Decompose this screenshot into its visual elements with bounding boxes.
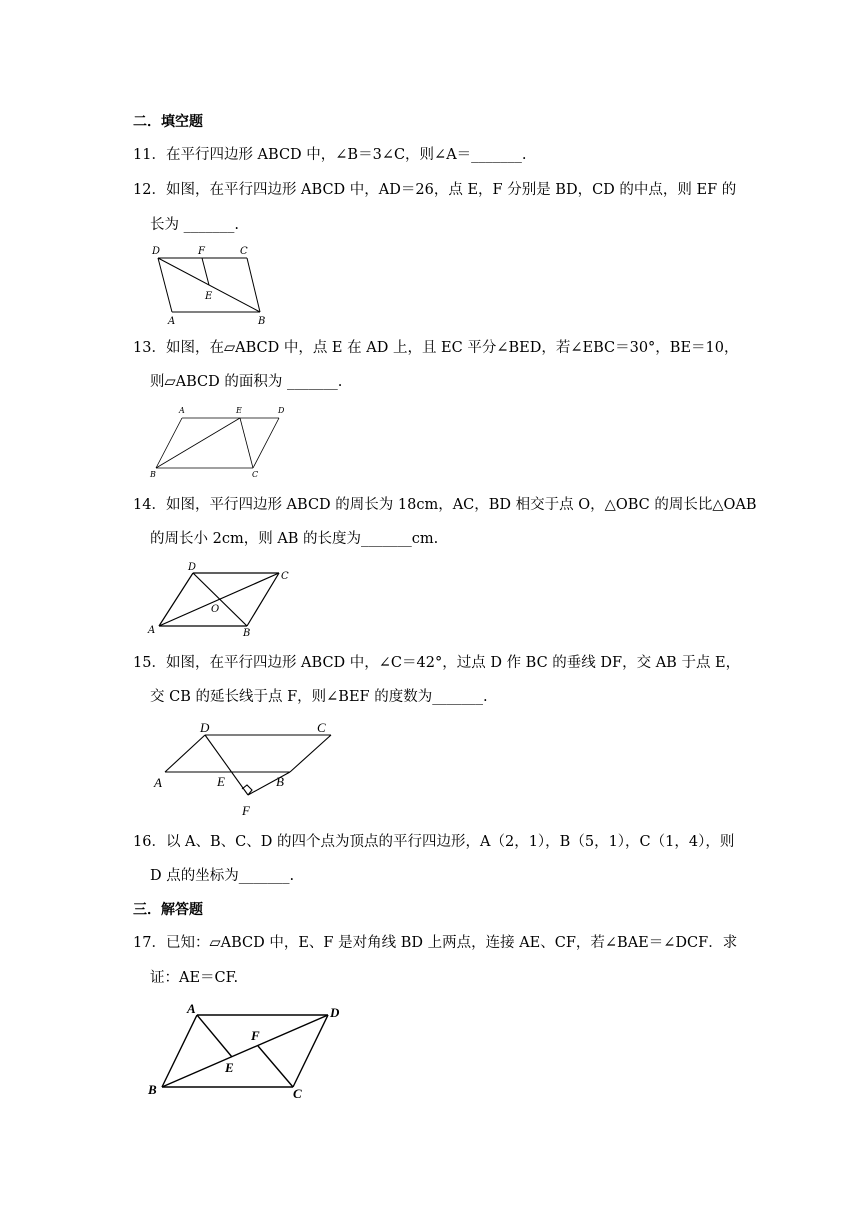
q14-figure bbox=[145, 557, 295, 639]
q12-label-e: E bbox=[205, 291, 213, 302]
q17-label-f: F bbox=[251, 1028, 260, 1043]
q15-label-b: B bbox=[276, 774, 284, 789]
q14-label-o: O bbox=[211, 604, 220, 615]
q13-label-a: A bbox=[179, 406, 185, 415]
q14-label-c: C bbox=[281, 571, 289, 582]
q12-text-line1: 12．如图，在平行四边形 ABCD 中，AD＝26，点 E，F 分别是 BD，CD 的中点，则 EF 的 bbox=[133, 182, 737, 198]
q15-label-f: F bbox=[242, 803, 250, 818]
q14-text-line2: 的周长小 2cm，则 AB 的长度为_______cm. bbox=[150, 531, 439, 547]
q17-label-a: A bbox=[187, 1001, 196, 1016]
q13-label-d: D bbox=[278, 406, 285, 415]
q12-figure bbox=[145, 240, 275, 330]
section-2-heading: 二．填空题 bbox=[133, 114, 203, 130]
q17-label-e: E bbox=[225, 1060, 234, 1075]
q14-label-b: B bbox=[243, 628, 251, 639]
q12-label-b: B bbox=[258, 316, 266, 327]
q15-figure bbox=[145, 715, 345, 820]
q15-label-a: A bbox=[154, 775, 162, 790]
section-3-heading: 三．解答题 bbox=[133, 902, 203, 918]
q12-label-f: F bbox=[198, 246, 205, 257]
q15-label-c: C bbox=[317, 720, 326, 735]
q12-label-c: C bbox=[240, 246, 248, 257]
q11-text: 11．在平行四边形 ABCD 中，∠B＝3∠C，则∠A＝_______. bbox=[133, 147, 527, 163]
q15-text-line1: 15．如图，在平行四边形 ABCD 中，∠C＝42°，过点 D 作 BC 的垂线 DF，交 AB 于点 E， bbox=[133, 655, 741, 671]
q14-label-a: A bbox=[148, 625, 156, 636]
q15-text-line2: 交 CB 的延长线于点 F，则∠BEF 的度数为_______. bbox=[150, 689, 488, 705]
q17-text-line2: 证：AE＝CF. bbox=[150, 970, 239, 986]
q14-label-d: D bbox=[188, 562, 197, 573]
q16-text-line2: D 点的坐标为_______. bbox=[150, 868, 295, 884]
q13-label-c: C bbox=[252, 470, 259, 479]
q17-label-c: C bbox=[293, 1086, 302, 1101]
q14-text-line1: 14．如图，平行四边形 ABCD 的周长为 18cm，AC，BD 相交于点 O，△OBC 的周长比△OAB bbox=[133, 497, 757, 513]
q13-text-line2: 则▱ABCD 的面积为 _______. bbox=[150, 374, 343, 390]
q15-label-e: E bbox=[217, 774, 225, 789]
q16-text-line1: 16．以 A、B、C、D 的四个点为顶点的平行四边形，A（2，1），B（5，1），C（1，4），则 bbox=[133, 834, 735, 850]
q12-text-line2: 长为 _______. bbox=[150, 217, 239, 233]
q17-text-line1: 17．已知：▱ABCD 中，E、F 是对角线 BD 上两点，连接 AE、CF，若∠BAE＝∠DCF．求 bbox=[133, 935, 738, 951]
q13-figure bbox=[145, 400, 295, 480]
q12-label-a: A bbox=[168, 316, 176, 327]
q17-figure bbox=[145, 995, 355, 1105]
q12-label-d: D bbox=[152, 246, 161, 257]
q17-label-d: D bbox=[330, 1005, 340, 1020]
q13-text-line1: 13．如图，在▱ABCD 中，点 E 在 AD 上，且 EC 平分∠BED，若∠EBC＝30°，BE＝10， bbox=[133, 340, 739, 356]
q17-label-b: B bbox=[148, 1082, 157, 1097]
q13-label-b: B bbox=[150, 470, 156, 479]
q13-label-e: E bbox=[236, 406, 242, 415]
q15-label-d: D bbox=[200, 720, 210, 735]
